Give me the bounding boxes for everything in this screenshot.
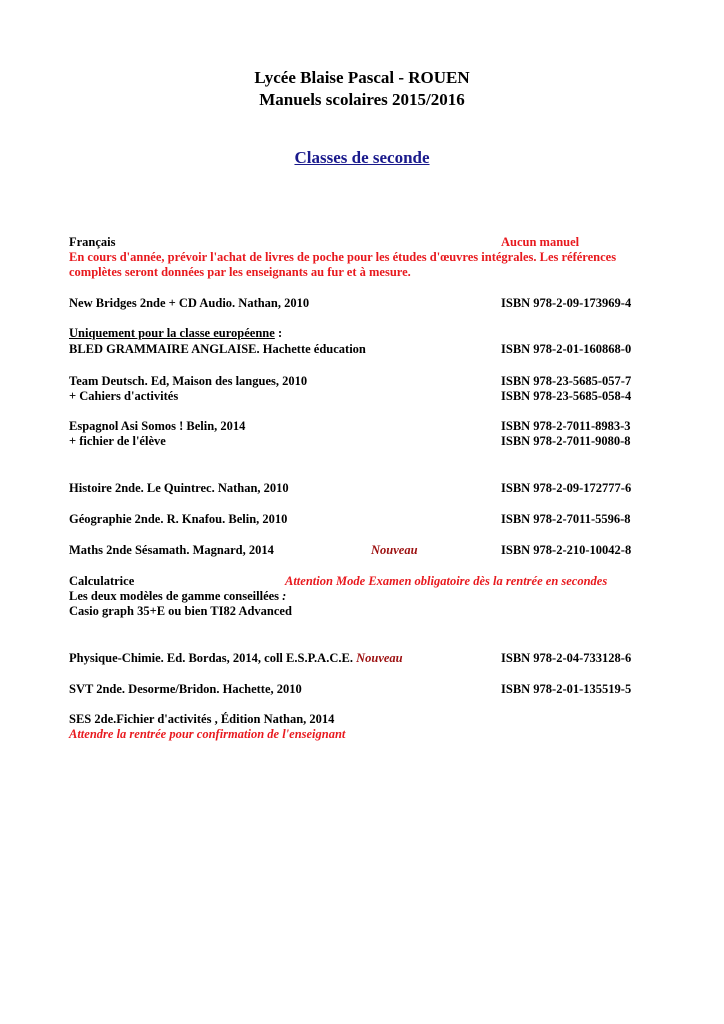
histoire-title: Histoire 2nde. Le Quintrec. Nathan, 2010 <box>69 481 289 495</box>
calculatrice-warning: Attention Mode Examen obligatoire dès la rentrée en secondes <box>285 574 608 588</box>
calculatrice-title: Calculatrice <box>69 574 135 588</box>
svt-isbn: ISBN 978-2-01-135519-5 <box>501 682 632 696</box>
anglais-isbn: ISBN 978-2-09-173969-4 <box>501 296 632 310</box>
physique-line <box>69 651 403 666</box>
calculatrice-models-label-line <box>69 589 286 604</box>
allemand-extra-isbn: ISBN 978-23-5685-058-4 <box>501 389 632 403</box>
anglais-title: New Bridges 2nde + CD Audio. Nathan, 2010 <box>69 296 310 310</box>
physique-title: Physique-Chimie. Ed. Bordas, 2014, coll E.S.P.A.C.E. <box>69 651 353 665</box>
ses-note: Attendre la rentrée pour confirmation de l'enseignant <box>69 727 346 741</box>
francais-note-line2: complètes seront données par les enseignants au fur et à mesure. <box>69 265 411 279</box>
maths-new-badge: Nouveau <box>371 543 418 557</box>
geographie-title: Géographie 2nde. R. Knafou. Belin, 2010 <box>69 512 288 526</box>
francais-note-line1: En cours d'année, prévoir l'achat de livres de poche pour les études d'œuvres intégrales. Les références <box>69 250 617 264</box>
physique-isbn: ISBN 978-2-04-733128-6 <box>501 651 632 665</box>
allemand-extra: + Cahiers d'activités <box>69 389 179 403</box>
allemand-title: Team Deutsch. Ed, Maison des langues, 2010 <box>69 374 308 388</box>
maths-title: Maths 2nde Sésamath. Magnard, 2014 <box>69 543 274 557</box>
espagnol-extra-isbn: ISBN 978-2-7011-9080-8 <box>501 434 631 448</box>
francais-subject: Français <box>69 235 116 249</box>
svt-title: SVT 2nde. Desorme/Bridon. Hachette, 2010 <box>69 682 302 696</box>
school-title: Lycée Blaise Pascal - ROUEN <box>254 68 470 87</box>
europeenne-label-suffix: : <box>274 326 283 340</box>
maths-isbn: ISBN 978-2-210-10042-8 <box>501 543 632 557</box>
espagnol-title: Espagnol Asi Somos ! Belin, 2014 <box>69 419 246 433</box>
espagnol-isbn: ISBN 978-2-7011-8983-3 <box>501 419 631 433</box>
europeenne-title: BLED GRAMMAIRE ANGLAISE. Hachette éducation <box>69 342 366 356</box>
ses-title: SES 2de.Fichier d'activités , Édition Nathan, 2014 <box>69 712 335 726</box>
document-subtitle: Manuels scolaires 2015/2016 <box>259 90 465 109</box>
europeenne-label-line <box>69 326 282 341</box>
europeenne-isbn: ISBN 978-2-01-160868-0 <box>501 342 632 356</box>
europeenne-label: Uniquement pour la classe européenne <box>69 326 275 340</box>
calculatrice-models-label: Les deux modèles de gamme conseillées <box>69 589 280 603</box>
calculatrice-models-suffix: : <box>279 589 287 603</box>
classes-heading: Classes de seconde <box>294 148 430 167</box>
physique-new-badge: Nouveau <box>356 651 403 665</box>
espagnol-extra: + fichier de l'élève <box>69 434 166 448</box>
francais-status: Aucun manuel <box>501 235 580 249</box>
histoire-isbn: ISBN 978-2-09-172777-6 <box>501 481 632 495</box>
geographie-isbn: ISBN 978-2-7011-5596-8 <box>501 512 631 526</box>
allemand-isbn: ISBN 978-23-5685-057-7 <box>501 374 632 388</box>
calculatrice-models: Casio graph 35+E ou bien TI82 Advanced <box>69 604 292 618</box>
